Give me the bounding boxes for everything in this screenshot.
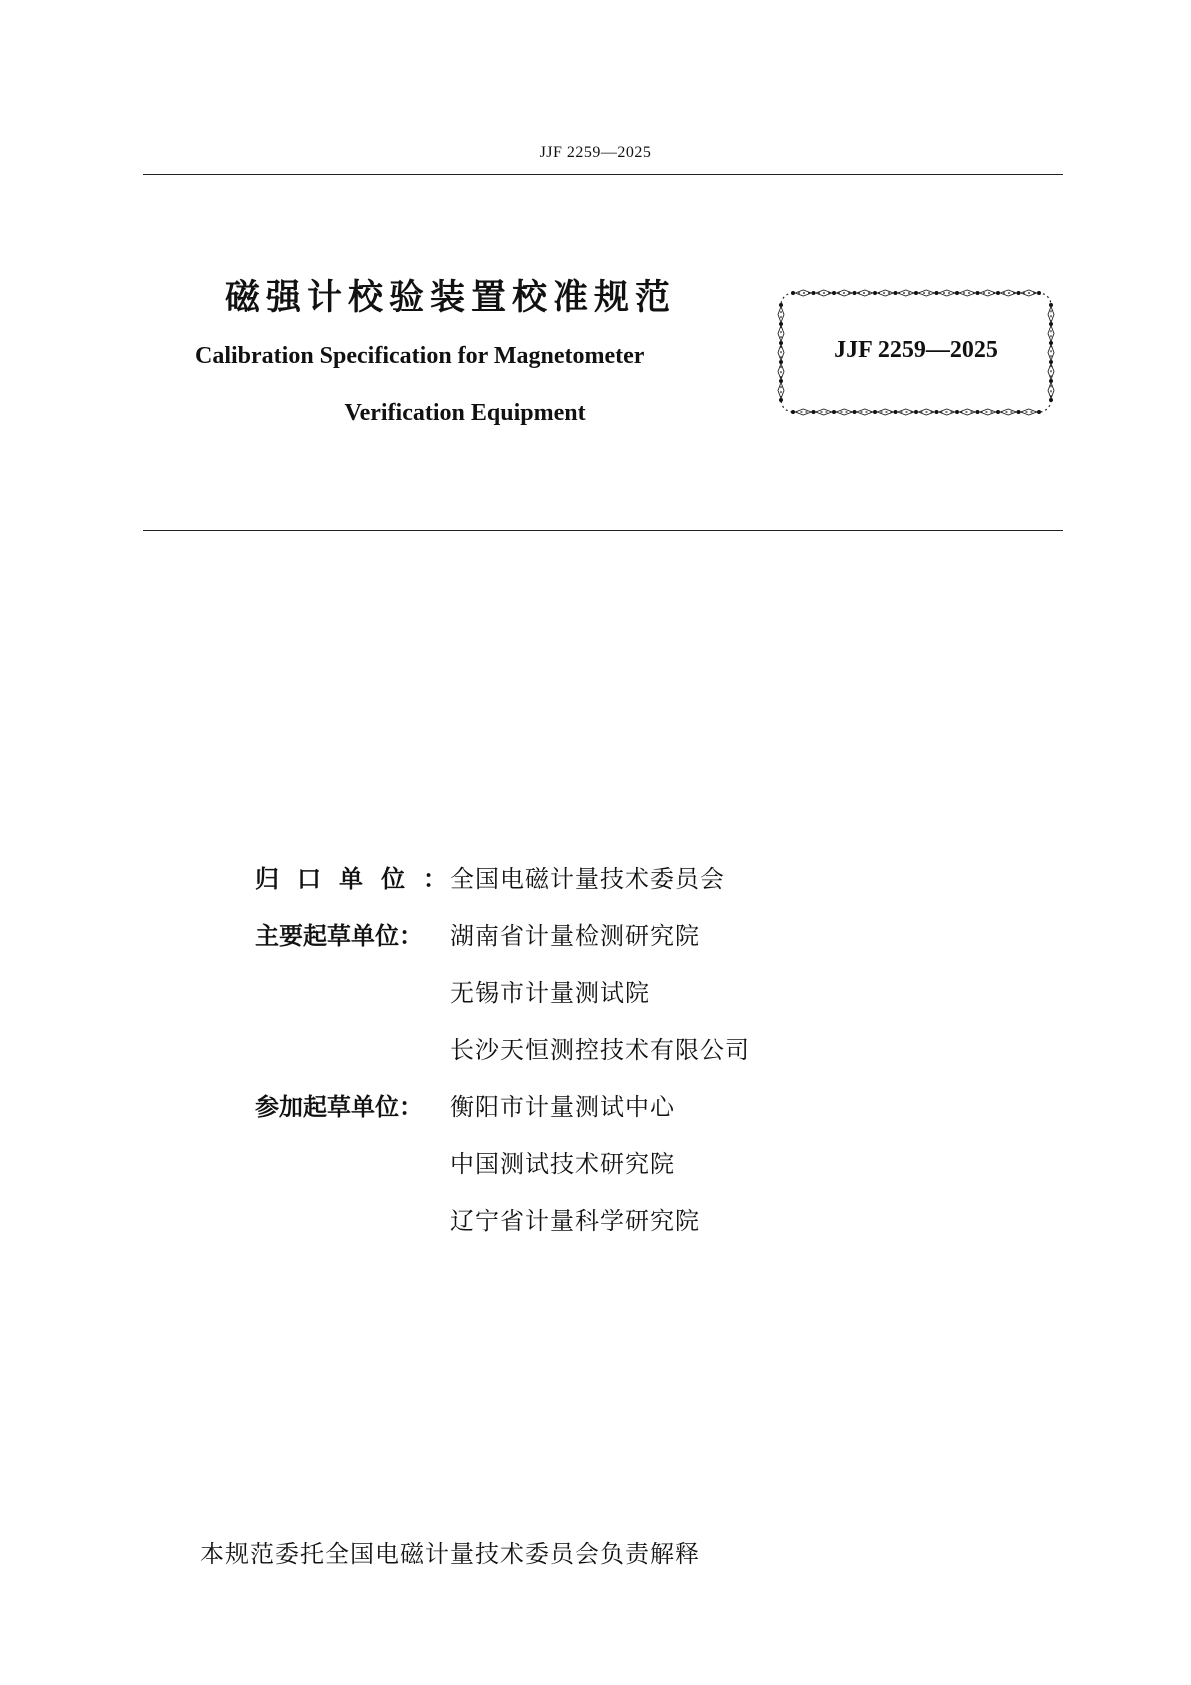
main-drafting-row (255, 1019, 975, 1076)
running-header-code: JJF 2259—2025 (539, 144, 652, 161)
title-english-line-2: Verification Equipment (344, 400, 586, 426)
border-diamond (836, 409, 852, 415)
participating-drafting-unit: 中国测试技术研究院 (450, 1150, 675, 1178)
main-drafting-unit: 长沙天恒测控技术有限公司 (450, 1036, 750, 1064)
border-diamond (795, 409, 811, 415)
title-chinese: 磁强计校验装置校准规范 (225, 278, 677, 318)
main-drafting-row (255, 905, 975, 962)
specification-code-box (777, 289, 1055, 416)
specification-code: JJF 2259—2025 (834, 337, 998, 363)
participating-drafting-label: 参加起草单位： (255, 1093, 423, 1121)
border-diamond (918, 290, 934, 296)
border-diamond (898, 290, 914, 296)
header-rule (143, 174, 1063, 175)
responsible-unit: 全国电磁计量技术委员会 (450, 865, 725, 893)
border-diamond (778, 307, 784, 323)
border-diamond (939, 290, 955, 296)
participating-drafting-row (255, 1076, 975, 1133)
main-drafting-row (255, 962, 975, 1019)
interpretation-note: 本规范委托全国电磁计量技术委员会负责解释 (200, 1540, 700, 1568)
responsible-unit-row (255, 848, 975, 905)
border-diamond (778, 383, 784, 399)
border-diamond (1048, 307, 1054, 323)
border-diamond (959, 290, 975, 296)
title-english-line-1: Calibration Specification for Magnetometer (195, 343, 645, 369)
title-section-rule (143, 530, 1063, 531)
border-diamond (1021, 409, 1037, 415)
main-drafting-unit: 湖南省计量检测研究院 (450, 922, 700, 950)
main-drafting-unit: 无锡市计量测试院 (450, 979, 650, 1007)
participating-drafting-unit: 衡阳市计量测试中心 (450, 1093, 675, 1121)
border-diamond (1000, 409, 1016, 415)
drafting-organizations (255, 848, 975, 1247)
border-diamond (857, 409, 873, 415)
participating-drafting-unit: 辽宁省计量科学研究院 (450, 1207, 700, 1235)
responsible-unit-label: 归口单位： (255, 865, 465, 893)
participating-drafting-row (255, 1190, 975, 1247)
main-drafting-label: 主要起草单位： (255, 922, 423, 950)
participating-drafting-row (255, 1133, 975, 1190)
border-diamond (816, 409, 832, 415)
